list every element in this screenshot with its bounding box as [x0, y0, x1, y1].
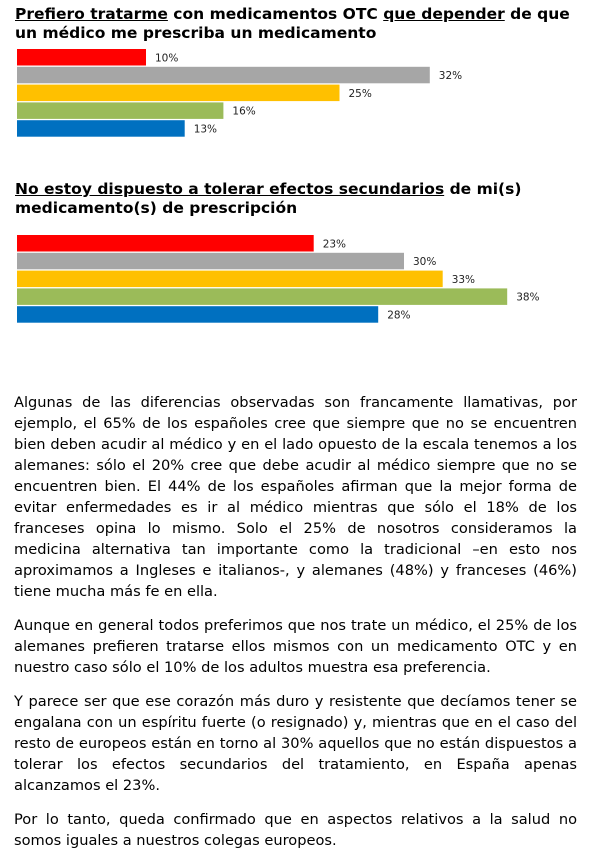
chart2-data-label-3: 33%	[451, 273, 476, 286]
chart1-data-label-5: 13%	[193, 123, 218, 136]
chart1-bar-2	[17, 67, 430, 84]
chart2-bar-2	[17, 253, 404, 269]
chart1-data-label-2: 32%	[438, 70, 463, 83]
chart1-data-label-3: 25%	[348, 87, 372, 100]
chart1-bar-4	[17, 102, 223, 119]
heading1-underlined-verb: que depender	[383, 5, 505, 23]
chart2-data-label-4: 38%	[516, 291, 540, 304]
chart1-data-label-4: 16%	[232, 105, 256, 118]
article-body	[14, 392, 577, 864]
heading2-underlined-prefix: No estoy dispuesto a tolerar efectos secundarios	[15, 180, 445, 198]
chart2-bar-1	[17, 235, 314, 252]
chart2-bar-5	[17, 306, 378, 323]
chart2-bar-3	[17, 271, 443, 288]
chart2-heading	[15, 180, 590, 218]
chart1	[15, 48, 575, 138]
chart2-data-label-1: 23%	[322, 238, 347, 251]
heading1-suffix: de que un médico me prescriba un medicamento	[15, 5, 570, 42]
chart1-bar-5	[17, 120, 185, 137]
paragraph-3: Y parece ser que ese corazón más duro y resistente que decíamos tener se engalana con un espíritu fuerte (o resignado) y, mientras que en el caso del resto de europeos están en torno al 30% aquellos que no están dispuestos a tolerar los efectos secundarios del tratamiento, en España apenas alcanzamos el 23%.	[14, 693, 577, 794]
paragraph-4: Por lo tanto, queda confirmado que en aspectos relativos a la salud no somos iguales a nuestros colegas europeos.	[14, 811, 577, 849]
paragraph-1: Algunas de las diferencias observadas son francamente llamativas, por ejemplo, el 65% de los españoles cree que siempre que no se encuentren bien deben acudir al médico y en el lado opuesto de la escala tenemos a los alemanes: sólo el 20% cree que debe acudir al médico siempre que no se encuentren bien. El 44% de los españoles afirman que la mejor forma de evitar enfermedades es ir al médico mientras que sólo el 18% de los franceses opina lo mismo. Solo el 25% de nosotros consideramos la medicina alternativa tan importante como la tradicional –en esto nos aproximamos a Ingleses e italianos-, y alemanes (48%) y franceses (46%) tiene mucha más fe en ella.	[14, 394, 577, 600]
chart1-heading	[15, 5, 590, 43]
paragraph-2: Aunque en general todos preferimos que nos trate un médico, el 25% de los alemanes prefieren tratarse ellos mismos con un medicamento OTC y en nuestro caso sólo el 10% de los adultos muestra esa preferencia.	[14, 617, 577, 676]
chart2	[15, 234, 575, 326]
chart2-data-label-2: 30%	[413, 256, 437, 269]
chart1-data-label-1: 10%	[155, 52, 179, 65]
chart1-svg	[15, 48, 575, 138]
chart1-bar-1	[17, 49, 146, 66]
heading2-suffix: de mi(s) medicamento(s) de prescripción	[15, 180, 522, 217]
chart2-svg	[15, 234, 575, 326]
heading1-middle: con medicamentos OTC	[167, 5, 384, 23]
heading1-underlined-prefix: Prefiero tratarme	[15, 5, 168, 23]
chart2-data-label-5: 28%	[387, 309, 411, 322]
chart2-bar-4	[17, 288, 507, 305]
chart1-bar-3	[17, 85, 340, 102]
